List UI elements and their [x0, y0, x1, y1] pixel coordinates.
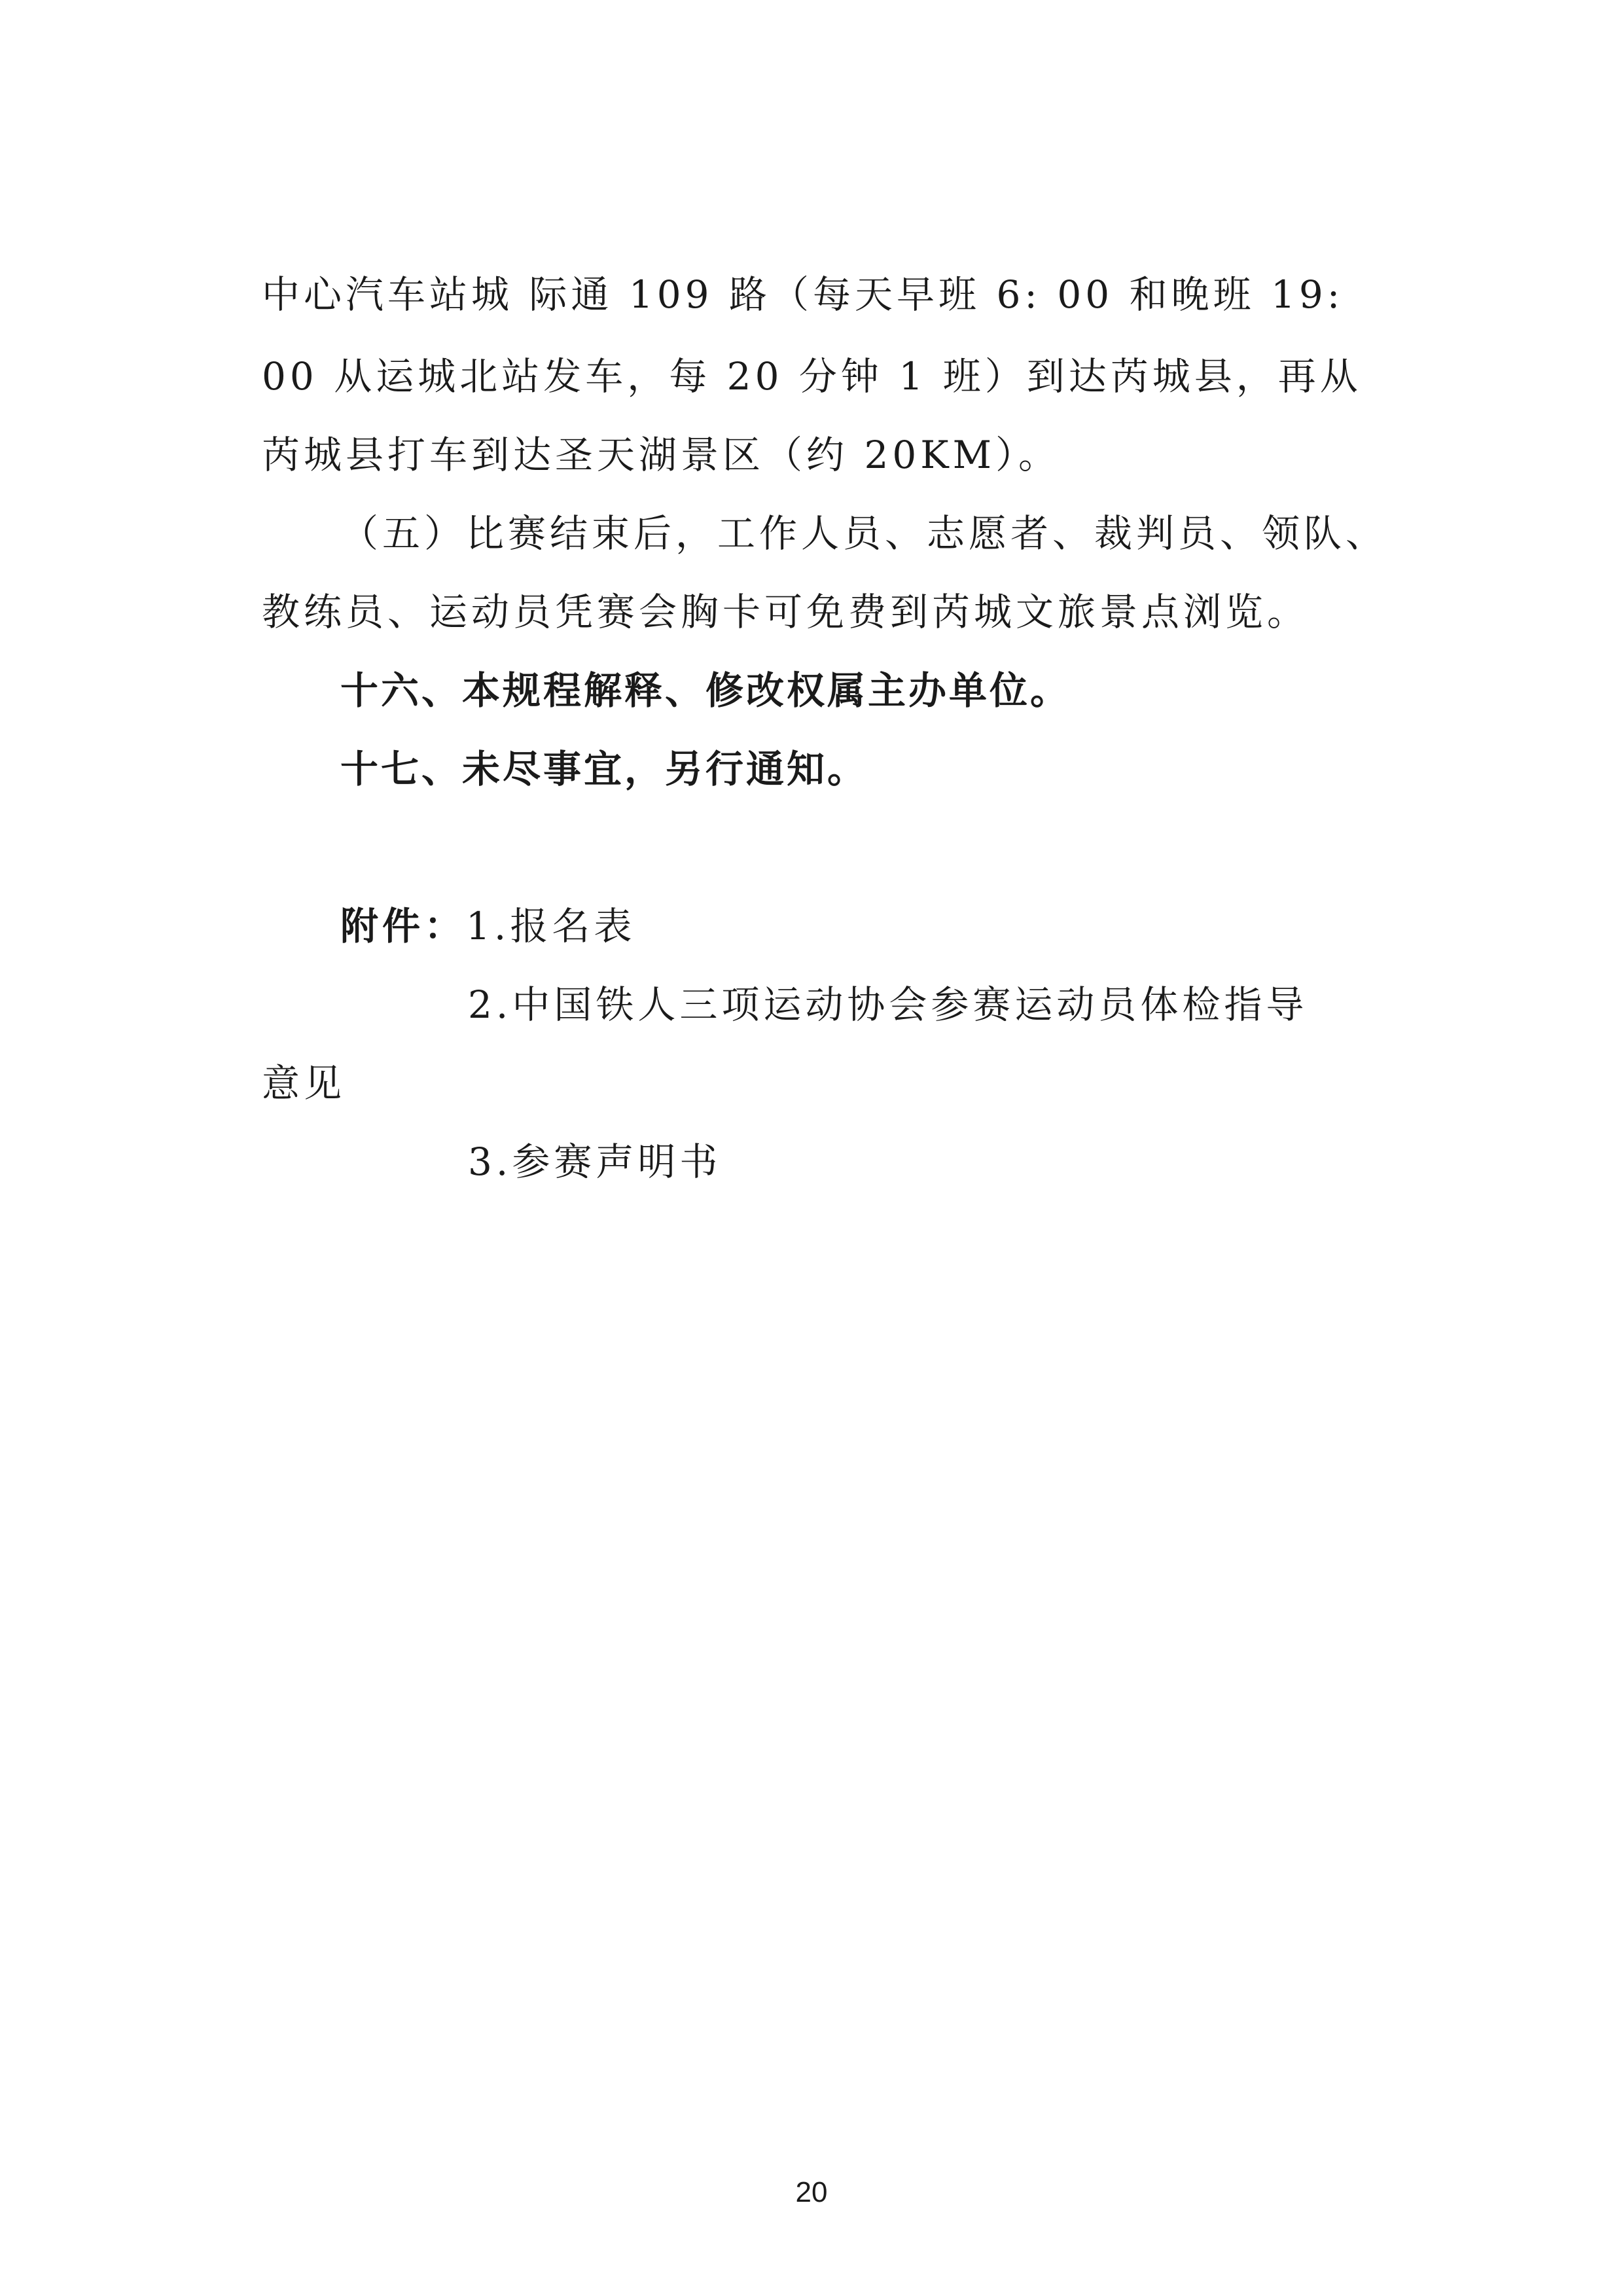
attachment-item-2: 2.中国铁人三项运动协会参赛运动员体检指导: [468, 982, 1308, 1027]
body-line-4: （五）比赛结束后，工作人员、志愿者、裁判员、领队、: [340, 511, 1388, 556]
body-line-3: 芮城县打车到达圣天湖景区（约 20KM）。: [262, 433, 1060, 477]
section-17-heading: 十七、未尽事宜，另行通知。: [340, 747, 868, 791]
attachment-label: 附件：: [340, 904, 467, 948]
attachment-line-1: [340, 900, 635, 952]
body-line-1: 中心汽车站城 际通 109 路（每天早班 6: 00 和晚班 19:: [262, 272, 1344, 317]
attachment-item-3: 3.参赛声明书: [468, 1139, 722, 1184]
attachment-item-1: 1.报名表: [466, 904, 636, 948]
attachment-item-2-continued: 意见: [262, 1061, 346, 1105]
page-number: 20: [795, 2176, 828, 2208]
body-line-2: 00 从运城北站发车，每 20 分钟 1 班）到达芮城县，再从: [262, 354, 1362, 399]
body-line-5: 教练员、运动员凭赛会胸卡可免费到芮城文旅景点浏览。: [262, 590, 1310, 634]
section-16-heading: 十六、本规程解释、修改权属主办单位。: [340, 668, 1071, 713]
